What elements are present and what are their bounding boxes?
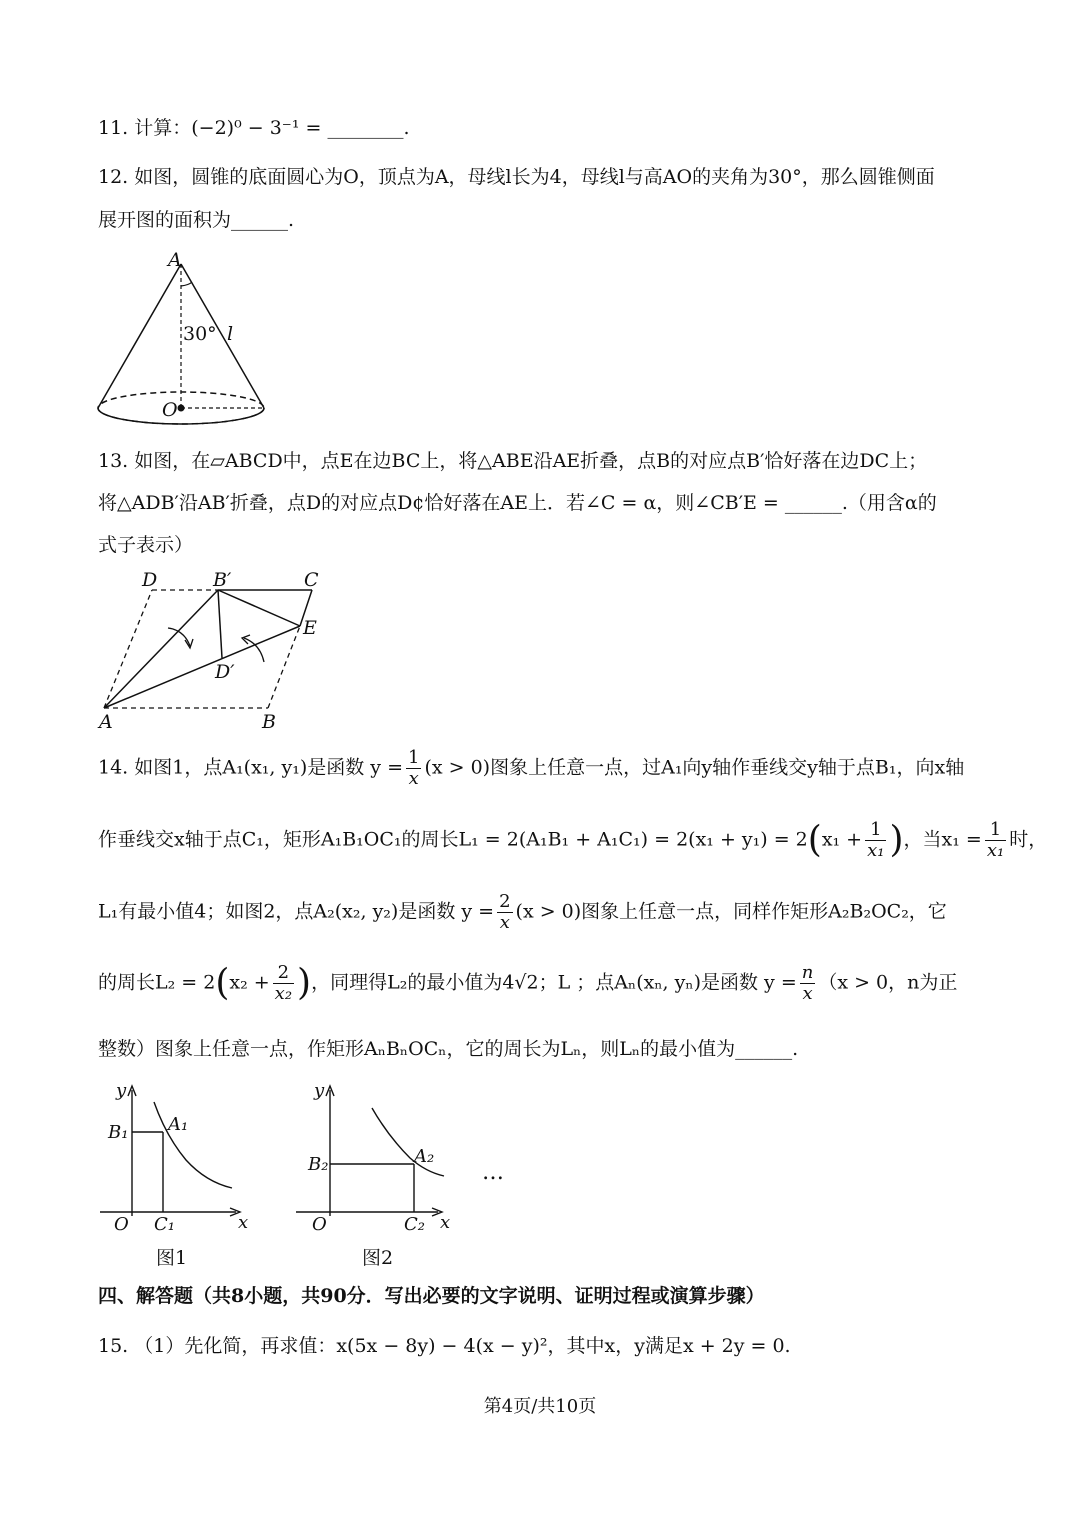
center-dot	[178, 405, 185, 412]
page-footer: 第4页/共10页	[483, 1396, 597, 1417]
frac1-num: 1	[408, 747, 420, 768]
fig2-y-label: y	[314, 1080, 325, 1101]
question-13-line-1: 13. 如图，在▱ABCD中，点E在边BC上，将△ABE沿AE折叠，点B的对应点B′恰好落在边DC上；	[98, 450, 928, 472]
frac4-num: 2	[499, 891, 511, 912]
frac5-num: 2	[273, 963, 294, 984]
parallelogram-figure	[96, 568, 336, 734]
frac6-den: x	[802, 983, 813, 1004]
q14-line4-text-a: 的周长L₂ = 2	[98, 971, 216, 994]
q14-line2-text-a: 作垂线交x轴于点C₁，矩形A₁B₁OC₁的周长L₁ = 2(A₁B₁ + A₁C₁) = 2(x₁ + y₁) = 2	[98, 828, 808, 851]
q14-line4-text-d: （x > 0，n为正	[818, 971, 958, 994]
question-14-line-5: 整数）图象上任意一点，作矩形AₙBₙOCₙ，它的周长为Lₙ，则Lₙ的最小值为______.	[98, 1038, 799, 1060]
label-C: C	[304, 569, 319, 591]
question-15: 15. （1）先化简，再求值：x(5x − 8y) − 4(x − y)²，其中x，y满足x + 2y = 0.	[98, 1335, 791, 1357]
big-paren-close: )	[889, 819, 904, 861]
fraction-2-over-x2	[273, 963, 294, 1004]
question-14-line-3	[98, 892, 947, 933]
fig1-curve	[154, 1102, 232, 1188]
fraction-n-over-x	[800, 963, 816, 1004]
q14-line1-text-a: 14. 如图1，点A₁(x₁, y₁)是函数 y =	[98, 756, 404, 779]
label-D-prime: D′	[215, 661, 235, 683]
angle-label: 30°	[183, 323, 217, 345]
fig1-y-label: y	[116, 1080, 127, 1101]
frac2-num: 1	[865, 820, 886, 841]
fig1-x-label: x	[238, 1212, 249, 1233]
angle-arc	[181, 282, 192, 286]
label-D: D	[142, 569, 158, 591]
fig1-caption: 图1	[156, 1247, 188, 1269]
q14-line4-text-b: x₂ +	[229, 971, 270, 994]
fig2-x-label: x	[440, 1212, 451, 1233]
q14-line4-text-c: ，同理得L₂的最小值为4√2；L ；点Aₙ(xₙ, yₙ)是函数 y =	[311, 971, 797, 994]
big-paren-open-2: (	[215, 962, 230, 1004]
q14-line2-text-b: x₁ +	[821, 828, 863, 851]
frac6-num: n	[801, 962, 814, 983]
question-14-line-4	[98, 963, 957, 1004]
question-13-line-3: 式子表示）	[98, 534, 194, 556]
fig2-B-label: B₂	[308, 1154, 329, 1175]
label-E: E	[303, 617, 317, 639]
fig2-O-label: O	[312, 1214, 327, 1235]
label-B-prime: B′	[213, 569, 232, 591]
cone-left-edge	[98, 264, 181, 408]
section-4-heading: 四、解答题（共8小题，共90分．写出必要的文字说明、证明过程或演算步骤）	[98, 1285, 765, 1307]
slant-label: l	[227, 323, 234, 345]
q14-line2-text-d: 时，	[1009, 828, 1048, 851]
q14-line3-text-b: (x > 0)图象上任意一点，同样作矩形A₂B₂OC₂，它	[515, 900, 947, 923]
frac4-den: x	[499, 912, 510, 933]
side-BE	[268, 626, 300, 708]
question-13-line-2: 将△ADB′沿AB′折叠，点D的对应点D¢恰好落在AE上．若∠C = α，则∠CB′E = ______.（用含α的	[98, 492, 937, 514]
question-12-line-2: 展开图的面积为______.	[98, 209, 295, 231]
question-11-text: 11. 计算：(−2)⁰ − 3⁻¹ = ________.	[98, 117, 410, 139]
center-label: O	[162, 399, 178, 421]
segment-B-prime-D-prime	[218, 590, 222, 658]
big-paren-close-2: )	[297, 962, 312, 1004]
fig2-C-label: C₂	[404, 1214, 425, 1235]
question-14-line-1	[98, 748, 964, 789]
fig1-C-label: C₁	[154, 1214, 175, 1235]
fig1-B-label: B₁	[108, 1122, 129, 1143]
frac2-den: x₁	[867, 840, 885, 861]
vertex-label: A	[168, 249, 182, 271]
question-12-line-1: 12. 如图，圆锥的底面圆心为O，顶点为A，母线l长为4，母线l与高AO的夹角为30°，那么圆锥侧面	[98, 166, 935, 188]
fig2-caption: 图2	[362, 1247, 394, 1269]
label-A: A	[99, 711, 113, 733]
cone-figure	[96, 248, 276, 434]
question-14-line-2	[98, 820, 1047, 861]
frac1-den: x	[408, 768, 419, 789]
fraction-1-over-x1-b	[985, 820, 1006, 861]
fraction-1-over-x1	[865, 820, 886, 861]
q14-line2-text-c: ，当x₁ =	[903, 828, 982, 851]
segment-B-prime-E	[218, 590, 300, 626]
frac5-den: x₂	[274, 983, 293, 1004]
fig1-A-label: A₁	[168, 1114, 189, 1135]
graph-figure-2	[292, 1078, 462, 1274]
q14-line1-text-b: (x > 0)图象上任意一点，过A₁向y轴作垂线交y轴于点B₁，向x轴	[424, 756, 965, 779]
frac3-num: 1	[985, 820, 1006, 841]
question-11	[98, 114, 409, 142]
q14-line3-text-a: L₁有最小值4；如图2，点A₂(x₂, y₂)是函数 y =	[98, 900, 495, 923]
segment-A-B-prime	[104, 590, 218, 708]
segment-AE	[104, 626, 300, 708]
fraction-1-over-x	[406, 748, 421, 789]
fig1-O-label: O	[114, 1214, 129, 1235]
big-paren-open: (	[807, 819, 822, 861]
label-B: B	[262, 711, 276, 733]
fraction-2-over-x	[497, 892, 512, 933]
fig2-A-label: A₂	[414, 1146, 435, 1167]
graph-figure-1	[96, 1078, 266, 1274]
frac3-den: x₁	[986, 840, 1005, 861]
ellipsis: …	[482, 1160, 504, 1185]
